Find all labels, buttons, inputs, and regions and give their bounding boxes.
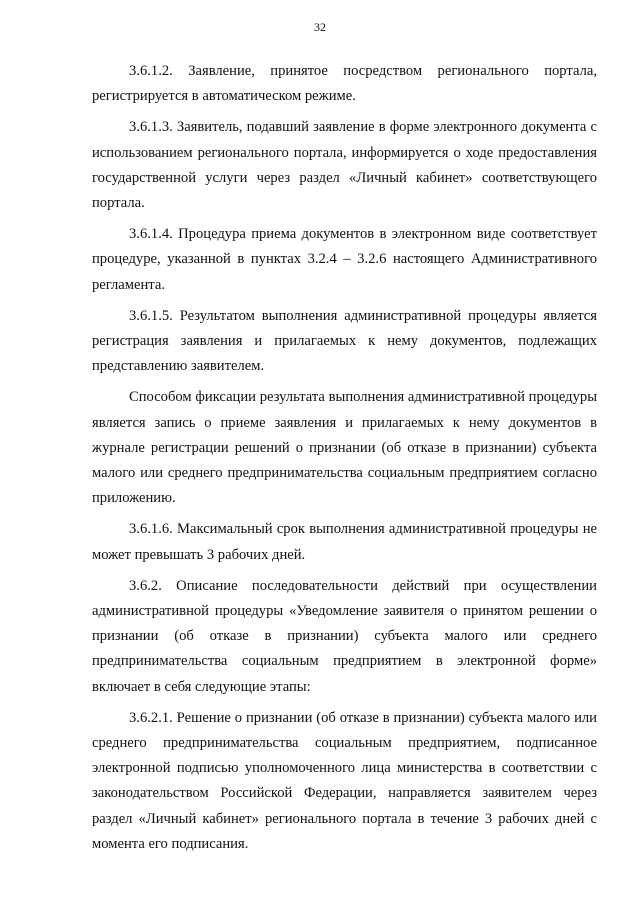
paragraph-3-6-1-4: 3.6.1.4. Процедура приема документов в электронном виде соответствует процедуре, указанной в пунктах 3.2.4 – 3.2.6 настоящего Административного регламента. [92, 226, 597, 293]
page-number: 32 [314, 20, 326, 34]
paragraph-3-6-1-5: 3.6.1.5. Результатом выполнения административной процедуры является регистрация заявления и прилагаемых к нему документов, подлежащих представлению заявителем. [92, 307, 597, 375]
paragraph-3-6-1-2: 3.6.1.2. Заявление, принятое посредством регионального портала, регистрируется в автоматическом режиме. [92, 63, 597, 105]
document-body [92, 59, 597, 863]
paragraph-3-6-1-6: 3.6.1.6. Максимальный срок выполнения административной процедуры не может превышать 3 рабочих дней. [92, 521, 597, 563]
paragraph-3-6-2-1: 3.6.2.1. Решение о признании (об отказе в признании) субъекта малого или среднего предпринимательства социальным предприятием, подписанное электронной подписью уполномоченного лица министерства в соответствии с законодательством Российской Федерации, направляется заявителем через раздел «Личный кабинет» регионального портала в течение 3 рабочих дней с момента его подписания. [92, 709, 597, 852]
paragraph-3-6-2: 3.6.2. Описание последовательности действий при осуществлении административной процедуры «Уведомление заявителя о принятом решении о признании (об отказе в признании) субъекта малого или среднего предпринимательства социальным предприятием в электронной форме» включает в себя следующие этапы: [92, 577, 597, 695]
paragraph-fixation-method: Способом фиксации результата выполнения административной процедуры является запись о приеме заявления и прилагаемых к нему документов в журнале регистрации решений о признании (об отказе в признании) субъекта малого или среднего предпринимательства социальным предприятием согласно приложению. [92, 389, 597, 507]
paragraph-3-6-1-3: 3.6.1.3. Заявитель, подавший заявление в форме электронного документа с использованием регионального портала, информируется о ходе предоставления государственной услуги через раздел «Личный кабинет» соответствующего портала. [92, 119, 597, 212]
